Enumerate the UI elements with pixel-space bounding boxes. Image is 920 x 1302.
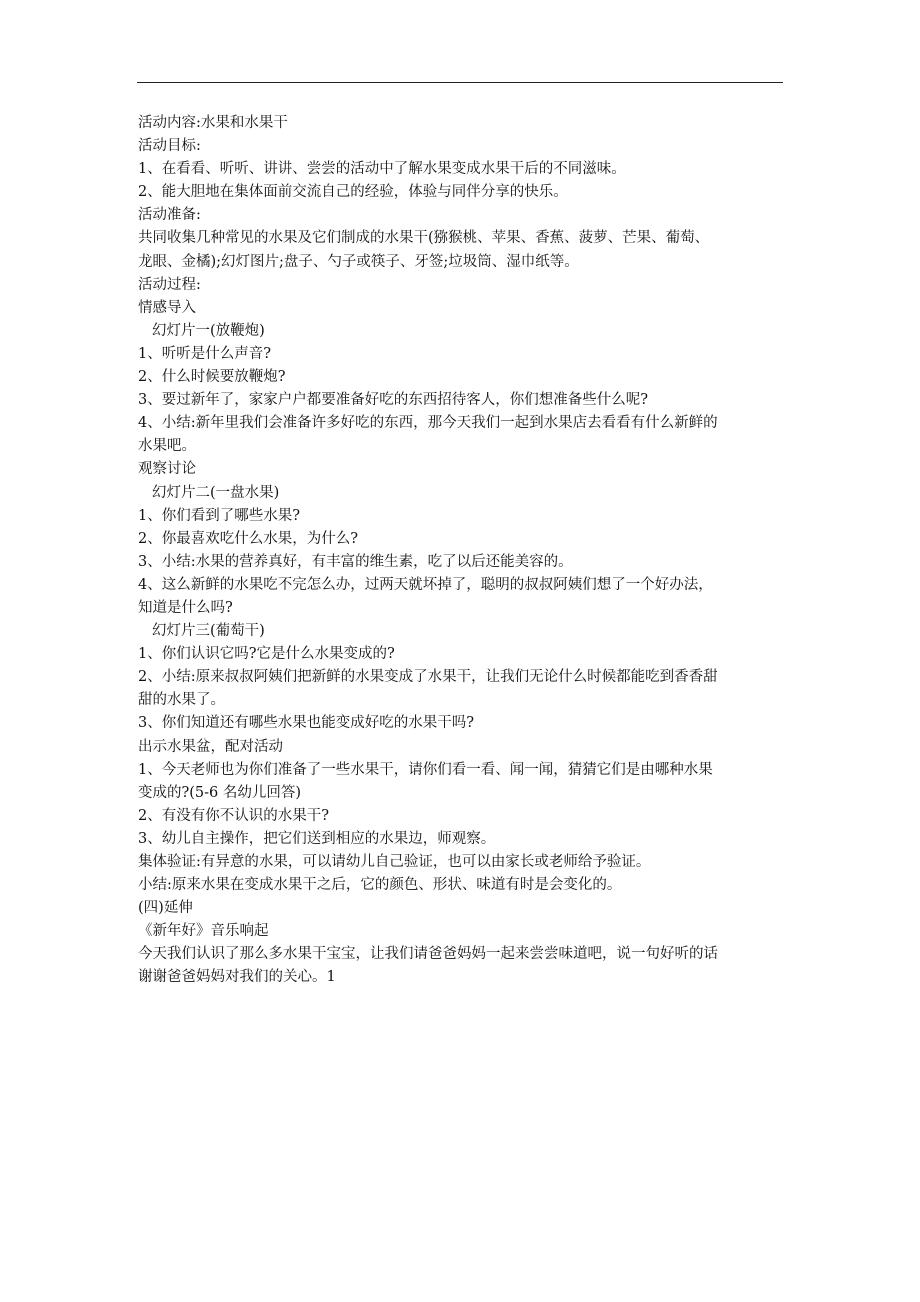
text-line: 集体验证:有异意的水果，可以请幼儿自己验证，也可以由家长或老师给予验证。: [138, 854, 651, 870]
text-line: 1、今天老师也为你们准备了一些水果干，请你们看一看、闻一闻，猜猜它们是由哪种水果: [138, 761, 713, 778]
text-line: 4、这么新鲜的水果吃不完怎么办，过两天就坏掉了，聪明的叔叔阿姨们想了一个好办法，: [138, 576, 713, 593]
text-line: 活动准备:: [138, 207, 201, 224]
text-line: 3、幼儿自主操作，把它们送到相应的水果边，师观察。: [138, 830, 496, 847]
text-line: 今天我们认识了那么多水果干宝宝，让我们请爸爸妈妈一起来尝尝味道吧，说一句好听的话: [138, 946, 718, 963]
text-line: (四)延伸: [138, 900, 193, 917]
text-line: 观察讨论: [138, 461, 196, 478]
text-line: 1、你们看到了哪些水果?: [138, 507, 300, 524]
text-line: 水果吧。: [138, 438, 196, 455]
text-line: 1、听听是什么声音?: [138, 345, 271, 362]
text-line: 情感导入: [138, 299, 196, 316]
document-body: [138, 112, 788, 990]
text-line: 出示水果盆，配对活动: [138, 738, 283, 755]
text-line: 活动内容:水果和水果干: [138, 115, 288, 131]
text-line: 2、能大胆地在集体面前交流自己的经验，体验与同伴分享的快乐。: [138, 184, 568, 201]
text-line: 谢谢爸爸妈妈对我们的关心。1: [138, 969, 336, 986]
text-line: 1、你们认识它吗?它是什么水果变成的?: [138, 646, 395, 663]
text-line: 幻灯片一(放鞭炮): [152, 322, 265, 339]
text-line: 3、你们知道还有哪些水果也能变成好吃的水果干吗?: [138, 715, 474, 732]
text-line: 1、在看看、听听、讲讲、尝尝的活动中了解水果变成水果干后的不同滋味。: [138, 161, 626, 178]
text-line: 变成的?(5-6 名幼儿回答): [138, 784, 302, 801]
text-line: 龙眼、金橘);幻灯图片;盘子、勺子或筷子、牙签;垃圾筒、湿巾纸等。: [138, 253, 579, 270]
text-line: 小结:原来水果在变成水果干之后，它的颜色、形状、味道有时是会变化的。: [138, 877, 622, 894]
text-line: 3、要过新年了，家家户户都要准备好吃的东西招待客人，你们想准备些什么呢?: [138, 392, 648, 409]
text-line: 2、什么时候要放鞭炮?: [138, 369, 286, 386]
text-line: 活动过程:: [138, 276, 201, 293]
text-line: 共同收集几种常见的水果及它们制成的水果干(猕猴桃、苹果、香蕉、菠萝、芒果、葡萄、: [138, 230, 710, 247]
text-line: 2、有没有你不认识的水果干?: [138, 807, 329, 824]
text-line: 2、小结:原来叔叔阿姨们把新鲜的水果变成了水果干，让我们无论什么时候都能吃到香香甜: [138, 669, 718, 686]
header-divider: [137, 82, 783, 83]
text-line: 活动目标:: [138, 138, 201, 155]
text-line: 3、小结:水果的营养真好，有丰富的维生素，吃了以后还能美容的。: [138, 553, 573, 570]
text-line: 幻灯片二(一盘水果): [152, 484, 280, 501]
text-line: 4、小结:新年里我们会准备许多好吃的东西，那今天我们一起到水果店去看看有什么新鲜的: [138, 415, 718, 432]
text-line: 幻灯片三(葡萄干): [152, 623, 265, 640]
text-line: 甜的水果了。: [138, 692, 225, 709]
text-line: 2、你最喜欢吃什么水果，为什么?: [138, 530, 358, 547]
text-line: 《新年好》音乐响起: [138, 923, 269, 940]
text-line: 知道是什么吗?: [138, 599, 233, 616]
